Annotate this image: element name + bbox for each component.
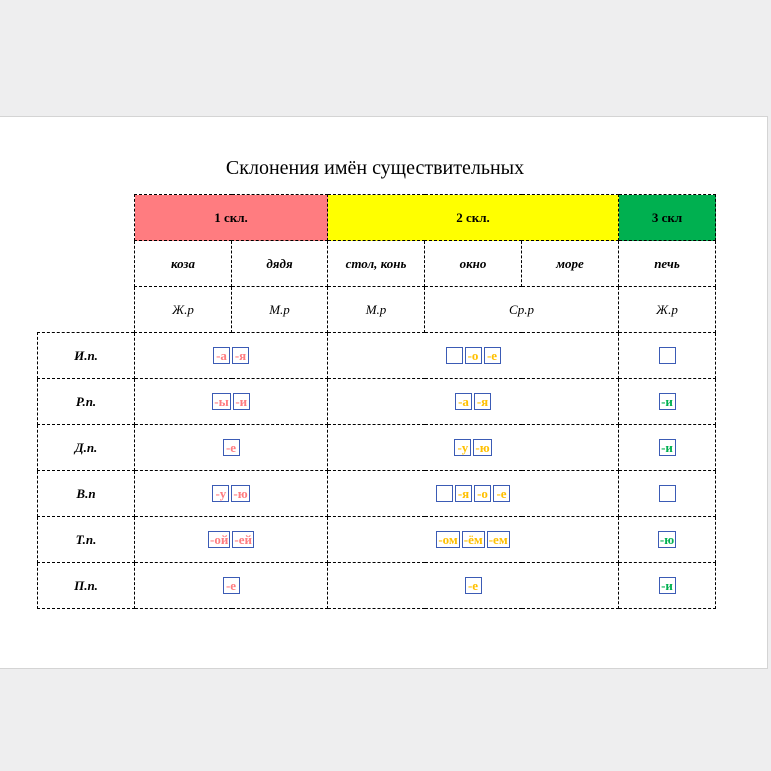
document-page (0, 116, 768, 669)
endings-decl3 (619, 563, 716, 609)
ending-box: -о (465, 347, 482, 364)
gender-stol-kon: М.р (328, 287, 425, 333)
ending-box: -ы (214, 394, 229, 410)
endings-decl2 (328, 379, 619, 425)
empty-ending-box (436, 485, 453, 502)
ending-box: -е (465, 577, 482, 594)
example-word-dyadya: дядя (232, 241, 328, 287)
case-label: Р.п. (38, 379, 135, 425)
endings-decl2 (328, 471, 619, 517)
empty-corner (38, 287, 135, 333)
ending-box: -е (484, 347, 501, 364)
ending-box: -я (232, 347, 249, 364)
case-label: В.п (38, 471, 135, 517)
example-word-more: море (522, 241, 619, 287)
endings-decl1 (135, 471, 328, 517)
case-label: Д.п. (38, 425, 135, 471)
ending-box: -ой (210, 532, 229, 548)
empty-ending-box (659, 485, 676, 502)
case-row-dat (38, 425, 716, 471)
ending-box: -ей (234, 532, 252, 548)
ending-box: -я (474, 393, 491, 410)
case-label: Т.п. (38, 517, 135, 563)
page-title: Склонения имён существительных (225, 157, 525, 179)
gender-dyadya: М.р (232, 287, 328, 333)
case-row-acc (38, 471, 716, 517)
endings-decl3 (619, 471, 716, 517)
ending-box: -о (474, 485, 491, 502)
ending-box: -у (454, 439, 471, 456)
case-row-prep (38, 563, 716, 609)
empty-ending-box (659, 347, 676, 364)
ending-box: -у (212, 485, 229, 502)
endings-decl3 (619, 379, 716, 425)
case-label: И.п. (38, 333, 135, 379)
ending-box: -а (213, 347, 230, 364)
ending-box: -ю (659, 532, 675, 548)
ending-box: -а (455, 393, 472, 410)
ending-box: -е (493, 485, 510, 502)
ending-box: -ом (438, 532, 458, 548)
empty-corner (38, 195, 135, 241)
endings-decl3 (619, 333, 716, 379)
case-row-nom (38, 333, 716, 379)
declension-1-header: 1 скл. (135, 195, 328, 241)
ending-box: -ем (488, 532, 508, 548)
endings-decl1 (135, 333, 328, 379)
endings-decl2 (328, 517, 619, 563)
declension-2-header: 2 скл. (328, 195, 619, 241)
endings-decl1 (135, 379, 328, 425)
endings-decl1 (135, 517, 328, 563)
gender-pech: Ж.р (619, 287, 716, 333)
gender-koza: Ж.р (135, 287, 232, 333)
ending-box: -ю (233, 486, 248, 502)
ending-box: -ём (463, 532, 483, 548)
endings-decl2 (328, 563, 619, 609)
case-row-gen (38, 379, 716, 425)
example-word-pech: печь (619, 241, 716, 287)
endings-decl2 (328, 425, 619, 471)
ending-box: -я (455, 485, 472, 502)
endings-decl1 (135, 563, 328, 609)
example-word-okno: окно (425, 241, 522, 287)
endings-decl3 (619, 425, 716, 471)
example-word-koza: коза (135, 241, 232, 287)
endings-decl3 (619, 517, 716, 563)
endings-decl2 (328, 333, 619, 379)
case-row-ins (38, 517, 716, 563)
gender-okno-more: Ср.р (425, 287, 619, 333)
ending-box: -и (659, 577, 676, 594)
example-word-stol-kon: стол, конь (328, 241, 425, 287)
empty-ending-box (446, 347, 463, 364)
empty-corner (38, 241, 135, 287)
declension-table (37, 194, 716, 609)
ending-box: -и (233, 393, 250, 410)
ending-box: -ю (475, 440, 490, 456)
ending-box: -и (659, 393, 676, 410)
endings-decl1 (135, 425, 328, 471)
ending-box: -е (223, 577, 240, 594)
ending-box: -и (659, 439, 676, 456)
case-label: П.п. (38, 563, 135, 609)
declension-3-header: 3 скл (619, 195, 716, 241)
ending-box: -е (223, 439, 240, 456)
